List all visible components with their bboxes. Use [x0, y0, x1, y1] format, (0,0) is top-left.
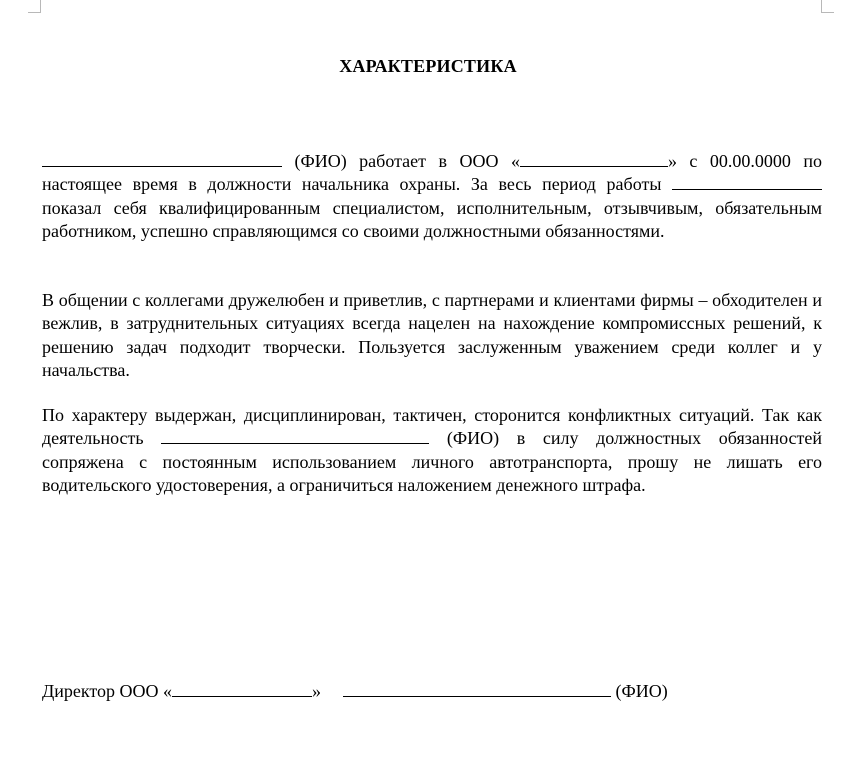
document-title: ХАРАКТЕРИСТИКА	[339, 56, 517, 76]
page-corner-mark-right	[821, 0, 834, 13]
paragraph-character-part2: (ФИО) в силу должностных обязанностей сопряжена с постоянным использованием личного автотранспорта, прошу не лишать его водительского удостоверения, а ограничиться наложением денежного штрафа.	[42, 428, 823, 495]
blank-signature-company[interactable]	[172, 680, 312, 697]
paragraph-employment-part2: » с 00.00.0000 по настоящее время в должности начальника охраны. За весь период работы	[42, 151, 823, 195]
paragraph-employment	[42, 150, 822, 243]
signature-suffix: »	[312, 681, 322, 701]
paragraph-employment-part1: (ФИО) работает в ООО «	[294, 151, 520, 171]
paragraph-character	[42, 404, 822, 497]
signature-prefix: Директор ООО «	[42, 681, 173, 701]
blank-employee-name-2[interactable]	[672, 173, 822, 190]
signature-name-label: (ФИО)	[615, 681, 668, 701]
paragraph-employment-part3: показал себя квалифицированным специалистом, исполнительным, отзывчивым, обязательным работником, успешно справляющимся со своими должностными обязанностями.	[42, 197, 822, 241]
blank-director-name[interactable]	[343, 680, 611, 697]
blank-company-name[interactable]	[520, 150, 668, 167]
paragraph-communication: В общении с коллегами дружелюбен и приветлив, с партнерами и клиентами фирмы – обходителен и вежлив, в затруднительных ситуациях всегда нацелен на нахождение компромиссных решений, к решению задач подходит творчески. Пользуется заслуженным уважением среди коллег и у начальства.	[42, 290, 822, 380]
signature-line	[42, 680, 668, 703]
blank-employee-name-3[interactable]	[161, 427, 429, 444]
paragraph-character-part1: По характеру выдержан, дисциплинирован, тактичен, сторонится конфликтных ситуаций. Так как деятельность	[42, 405, 822, 449]
blank-employee-name[interactable]	[42, 150, 282, 167]
page-corner-mark-left	[28, 0, 41, 13]
